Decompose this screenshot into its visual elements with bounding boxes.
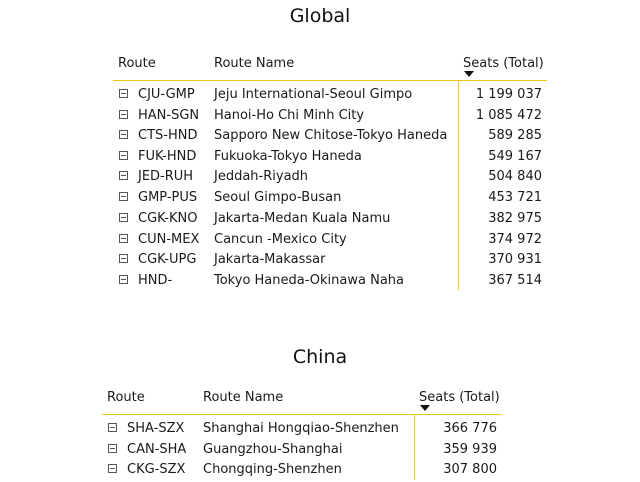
collapse-minus-icon[interactable]	[119, 130, 128, 139]
route-name: Jeju International-Seoul Gimpo	[214, 87, 413, 102]
route-code: HAN-SGN	[138, 108, 200, 123]
table-row[interactable]	[118, 128, 548, 148]
sort-descending-icon[interactable]	[420, 405, 430, 411]
collapse-minus-icon[interactable]	[119, 192, 128, 201]
route-code: CJU-GMP	[138, 87, 195, 102]
china-title: China	[292, 346, 348, 368]
global-header-divider	[113, 80, 547, 81]
route-code: FUK-HND	[138, 149, 197, 164]
route-name: Cancun -Mexico City	[214, 232, 347, 247]
seats-total: 504 840	[488, 169, 542, 184]
route-name: Tokyo Haneda-Okinawa Naha	[214, 273, 404, 288]
seats-total: 366 776	[443, 421, 497, 436]
route-code: CKG-SZX	[127, 462, 186, 477]
table-row[interactable]	[118, 252, 548, 272]
china-header-seats[interactable]: Seats (Total)	[419, 390, 500, 405]
route-code: CTS-HND	[138, 128, 198, 143]
seats-total: 549 167	[488, 149, 542, 164]
china-header-route[interactable]: Route	[107, 390, 145, 405]
china-header-route-name[interactable]: Route Name	[203, 390, 284, 405]
route-code: CGK-KNO	[138, 211, 198, 226]
table-row[interactable]	[118, 211, 548, 231]
route-name: Sapporo New Chitose-Tokyo Haneda	[214, 128, 448, 143]
route-name: Seoul Gimpo-Busan	[214, 190, 342, 205]
table-row[interactable]	[118, 87, 548, 107]
collapse-minus-icon[interactable]	[119, 234, 128, 243]
seats-total: 359 939	[443, 442, 497, 457]
table-row[interactable]	[118, 190, 548, 210]
route-code: SHA-SZX	[127, 421, 185, 436]
collapse-minus-icon[interactable]	[119, 254, 128, 263]
seats-total: 370 931	[488, 252, 542, 267]
seats-total: 1 199 037	[475, 87, 542, 102]
collapse-minus-icon[interactable]	[119, 110, 128, 119]
table-row[interactable]	[118, 149, 548, 169]
collapse-minus-icon[interactable]	[119, 151, 128, 160]
route-name: Jakarta-Makassar	[214, 252, 326, 267]
route-code: GMP-PUS	[138, 190, 198, 205]
collapse-minus-icon[interactable]	[108, 444, 117, 453]
route-code: CGK-UPG	[138, 252, 197, 267]
route-name: Fukuoka-Tokyo Haneda	[214, 149, 362, 164]
seats-total: 382 975	[488, 211, 542, 226]
table-row[interactable]	[107, 462, 503, 482]
route-code: CAN-SHA	[127, 442, 187, 457]
route-name: Jakarta-Medan Kuala Namu	[214, 211, 391, 226]
collapse-minus-icon[interactable]	[119, 275, 128, 284]
seats-total: 453 721	[488, 190, 542, 205]
collapse-minus-icon[interactable]	[119, 89, 128, 98]
collapse-minus-icon[interactable]	[119, 171, 128, 180]
seats-total: 307 800	[443, 462, 497, 477]
seats-total: 374 972	[488, 232, 542, 247]
route-name: Hanoi-Ho Chi Minh City	[214, 108, 365, 123]
sort-descending-icon[interactable]	[464, 71, 474, 77]
route-name: Chongqing-Shenzhen	[203, 462, 342, 477]
seats-total: 589 285	[488, 128, 542, 143]
global-header-seats[interactable]: Seats (Total)	[463, 56, 544, 71]
collapse-minus-icon[interactable]	[119, 213, 128, 222]
route-code: HND-	[138, 273, 173, 288]
global-header-route-name[interactable]: Route Name	[214, 56, 295, 71]
table-row[interactable]	[107, 421, 503, 441]
seats-total: 1 085 472	[475, 108, 542, 123]
collapse-minus-icon[interactable]	[108, 464, 117, 473]
global-title: Global	[289, 5, 351, 27]
table-row[interactable]	[118, 273, 548, 293]
route-name: Shanghai Hongqiao-Shenzhen	[203, 421, 399, 436]
table-row[interactable]	[118, 169, 548, 189]
collapse-minus-icon[interactable]	[108, 423, 117, 432]
table-row[interactable]	[107, 442, 503, 462]
table-row[interactable]	[118, 232, 548, 252]
global-header-route[interactable]: Route	[118, 56, 156, 71]
seats-total: 367 514	[488, 273, 542, 288]
route-code: JED-RUH	[138, 169, 194, 184]
route-name: Guangzhou-Shanghai	[203, 442, 343, 457]
route-code: CUN-MEX	[138, 232, 200, 247]
table-row[interactable]	[118, 108, 548, 128]
route-name: Jeddah-Riyadh	[214, 169, 309, 184]
china-header-divider	[102, 414, 502, 415]
